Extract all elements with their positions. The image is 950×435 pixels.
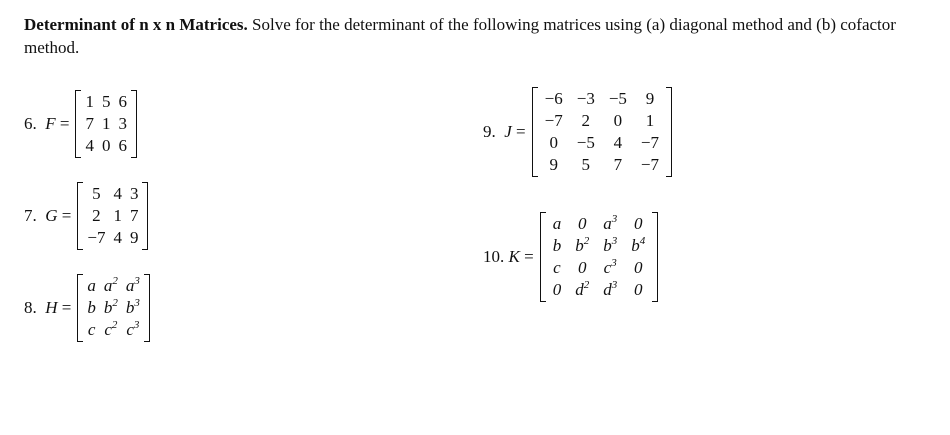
cell-base: c [603, 258, 612, 277]
matrix-cell: 5 [581, 155, 591, 174]
matrix-cell: −7 [544, 111, 563, 130]
problem-9-number: 9. [483, 122, 496, 141]
cell-exponent: 3 [611, 213, 618, 225]
matrix-cell: 0 [613, 111, 623, 130]
matrix-cell [122, 275, 144, 297]
matrix-cell [83, 319, 100, 341]
matrix-cell [624, 213, 652, 235]
matrix-cell: −7 [640, 155, 660, 174]
matrix-cell: 1 [113, 206, 122, 225]
matrix-cell: 2 [581, 111, 591, 130]
cell-base: b [552, 236, 562, 255]
matrix-cell: 9 [549, 155, 558, 174]
matrix-cell: 7 [85, 114, 94, 133]
problem-10-label: 10. K = [483, 247, 534, 266]
matrix-row [546, 235, 653, 257]
matrix-cell [83, 297, 100, 319]
matrix-row [81, 135, 131, 157]
instructions-heading [24, 13, 924, 59]
matrix-f [75, 90, 137, 158]
cell-base: b [631, 236, 640, 255]
matrix-cell: 1 [101, 114, 111, 133]
cell-base: b [125, 298, 135, 317]
problem-7-variable: G [45, 206, 58, 225]
matrix-cell [546, 279, 569, 301]
problem-8-number: 8. [24, 298, 37, 317]
problem-6-number: 6. [24, 114, 37, 133]
heading-text: Solve for the determinant of the following matrices using (a) diagonal method and (b) cofactor method. [24, 15, 896, 57]
problem-9-variable: J [504, 122, 512, 141]
matrix-cell [624, 257, 652, 279]
cell-exponent: 3 [611, 235, 618, 247]
cell-base: b [603, 236, 612, 255]
heading-title: Determinant of n x n Matrices. [24, 15, 248, 34]
matrix-cell [568, 257, 596, 279]
matrix-cell [122, 297, 144, 319]
matrix-cell: 5 [92, 184, 101, 203]
matrix-cell: 5 [101, 92, 111, 111]
cell-base: c [553, 258, 561, 277]
cell-base: d [575, 280, 584, 299]
cell-exponent: 3 [611, 279, 618, 291]
matrix-cell: 9 [129, 228, 139, 247]
problem-8-label: 8. H = [24, 298, 72, 317]
matrix-cell: 3 [129, 184, 139, 203]
problem-9 [483, 87, 672, 177]
matrix-cell [568, 279, 596, 301]
matrix-cell: 1 [85, 92, 94, 111]
matrix-cell: 9 [645, 89, 655, 108]
matrix-cell: 0 [549, 133, 558, 152]
cell-base: a [87, 276, 96, 295]
matrix-row [81, 91, 131, 113]
matrix-cell [568, 213, 596, 235]
matrix-cell: 3 [118, 114, 127, 133]
cell-exponent: 3 [134, 297, 140, 309]
matrix-cell [546, 213, 569, 235]
matrix-cell [624, 279, 652, 301]
problem-10 [483, 212, 658, 302]
matrix-row [83, 319, 144, 341]
problem-10-number: 10. [483, 247, 505, 266]
matrix-cell [596, 257, 624, 279]
matrix-cell: 7 [613, 155, 623, 174]
matrix-row [546, 279, 653, 301]
matrix-cell: −6 [544, 89, 563, 108]
matrix-row [83, 205, 142, 227]
matrix-cell: 4 [113, 228, 122, 247]
matrix-cell [596, 235, 624, 257]
cell-exponent: 3 [133, 319, 140, 331]
matrix-f-table [81, 91, 131, 157]
problem-7 [24, 182, 148, 250]
cell-base: 0 [577, 258, 587, 277]
problem-6-variable: F [45, 114, 56, 133]
matrix-cell [596, 213, 624, 235]
matrix-h [77, 274, 150, 342]
problem-8 [24, 274, 150, 342]
matrix-cell [624, 235, 652, 257]
cell-exponent: 2 [112, 297, 118, 309]
matrix-cell [100, 319, 122, 341]
matrix-cell: 1 [645, 111, 655, 130]
cell-exponent: 2 [583, 279, 590, 291]
matrix-row [83, 183, 142, 205]
matrix-j-table [538, 88, 666, 176]
matrix-cell: 6 [118, 92, 127, 111]
cell-base: 0 [577, 214, 587, 233]
matrix-row [538, 132, 666, 154]
problem-10-variable: K [508, 247, 520, 266]
cell-base: a [125, 276, 135, 295]
problem-7-number: 7. [24, 206, 37, 225]
cell-exponent: 4 [639, 235, 646, 247]
matrix-j [532, 87, 672, 177]
cell-base: b [575, 236, 584, 255]
cell-base: b [103, 298, 113, 317]
cell-exponent: 3 [611, 257, 617, 269]
matrix-k [540, 212, 659, 302]
matrix-cell: −3 [576, 89, 595, 108]
matrix-h-table [83, 275, 144, 341]
matrix-cell: 4 [113, 184, 122, 203]
cell-base: c [104, 320, 112, 339]
matrix-row [546, 257, 653, 279]
problem-7-label: 7. G = [24, 206, 72, 225]
cell-base: d [603, 280, 612, 299]
matrix-cell: 2 [92, 206, 101, 225]
matrix-row [546, 213, 653, 235]
matrix-cell: −5 [608, 89, 627, 108]
matrix-cell [596, 279, 624, 301]
cell-exponent: 2 [112, 275, 118, 287]
matrix-cell: 7 [129, 206, 139, 225]
matrix-cell [83, 275, 100, 297]
matrix-cell: −7 [87, 228, 106, 247]
cell-exponent: 3 [134, 275, 140, 287]
matrix-cell [100, 275, 122, 297]
matrix-cell: 4 [613, 133, 623, 152]
matrix-cell [122, 319, 144, 341]
cell-exponent: 2 [583, 235, 590, 247]
cell-base: c [126, 320, 134, 339]
matrix-row [83, 227, 142, 249]
problem-6 [24, 90, 137, 158]
problem-9-label: 9. J = [483, 122, 526, 141]
cell-base: a [552, 214, 562, 233]
matrix-row [538, 88, 666, 110]
matrix-cell: −5 [576, 133, 595, 152]
matrix-g-table [83, 183, 142, 249]
matrix-cell: 6 [118, 136, 127, 155]
matrix-cell: −7 [640, 133, 660, 152]
cell-base: 0 [633, 214, 643, 233]
cell-base: 0 [552, 280, 562, 299]
problem-6-label: 6. F = [24, 114, 70, 133]
cell-base: b [87, 298, 96, 317]
cell-base: 0 [633, 258, 643, 277]
cell-exponent: 2 [111, 319, 118, 331]
matrix-row [538, 154, 666, 176]
matrix-cell: 0 [101, 136, 111, 155]
matrix-cell: 4 [85, 136, 94, 155]
problem-8-variable: H [45, 298, 58, 317]
matrix-row [538, 110, 666, 132]
matrix-row [83, 275, 144, 297]
matrix-row [81, 113, 131, 135]
cell-base: a [103, 276, 113, 295]
matrix-row [83, 297, 144, 319]
matrix-cell [100, 297, 122, 319]
cell-base: 0 [633, 280, 643, 299]
cell-base: c [87, 320, 96, 339]
matrix-cell [546, 257, 569, 279]
matrix-cell [568, 235, 596, 257]
matrix-k-table [546, 213, 653, 301]
cell-base: a [603, 214, 612, 233]
matrix-g [77, 182, 148, 250]
matrix-cell [546, 235, 569, 257]
